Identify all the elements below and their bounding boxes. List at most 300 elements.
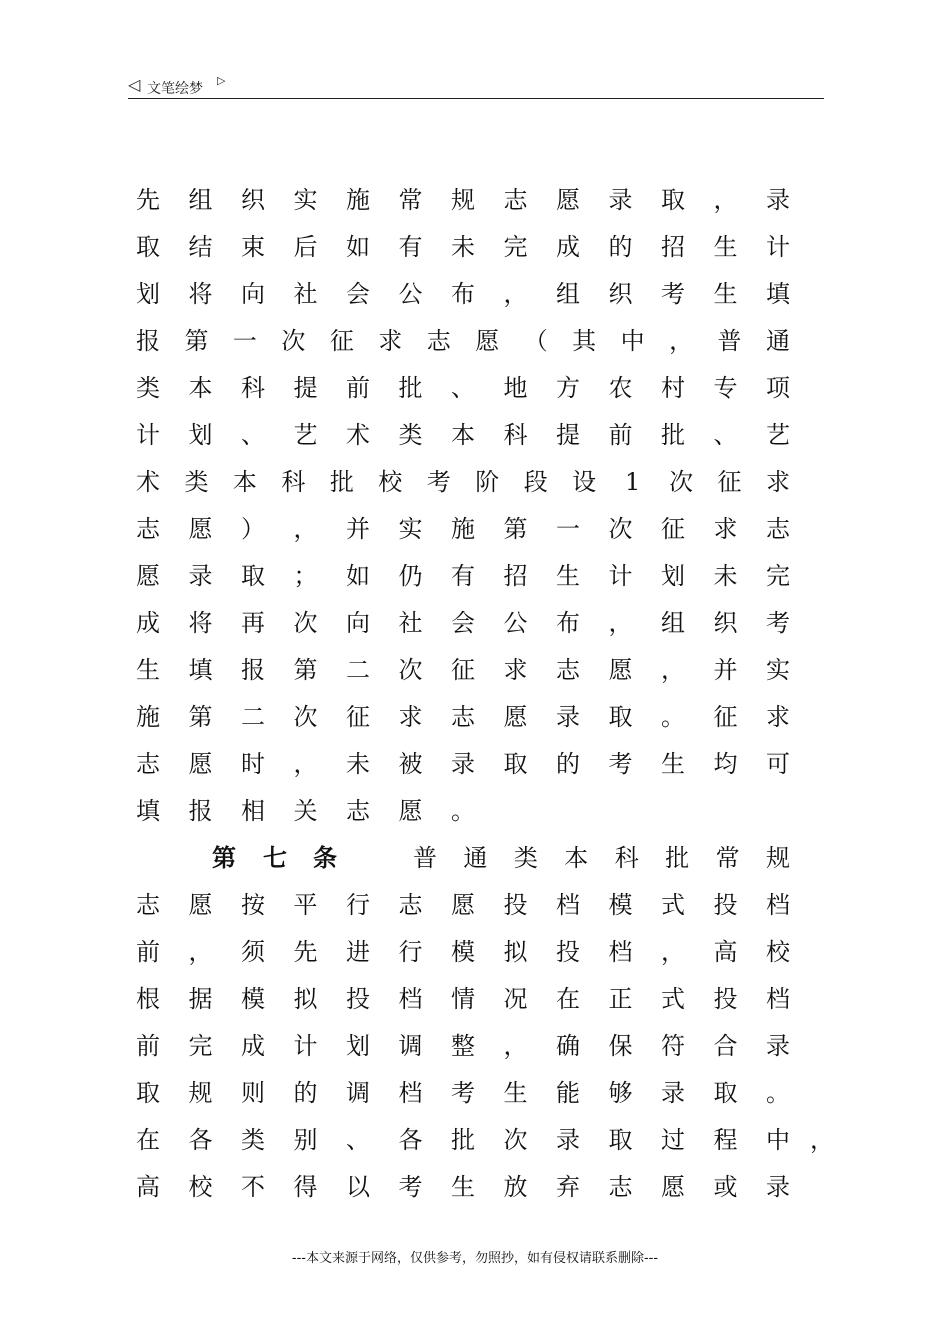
- text-char: 计: [136, 421, 160, 449]
- text-char: 均: [713, 750, 738, 778]
- text-char: 高: [136, 1173, 160, 1201]
- text-char: 征: [717, 468, 742, 496]
- text-char: 束: [241, 233, 265, 261]
- text-char: 术: [136, 468, 160, 496]
- text-char: 档: [398, 985, 423, 1013]
- text-char: 求: [766, 703, 790, 731]
- text-char: 将: [188, 280, 213, 308]
- text-char: 项: [766, 374, 790, 402]
- text-char: 划: [346, 1032, 370, 1060]
- text-char: 公: [398, 280, 423, 308]
- text-char: 报: [241, 656, 265, 684]
- text-line: [0, 796, 950, 826]
- text-char: 则: [241, 1079, 265, 1107]
- text-line: [0, 232, 950, 262]
- text-char: 批: [661, 421, 685, 449]
- text-line: [0, 702, 950, 732]
- text-char: 其: [572, 327, 597, 355]
- text-char: 类: [398, 421, 423, 449]
- text-char: 志: [136, 891, 160, 919]
- text-char: 得: [293, 1173, 318, 1201]
- text-char: 投: [346, 985, 370, 1013]
- text-char: 二: [241, 703, 265, 731]
- text-char: 中: [766, 1126, 790, 1154]
- text-char: 通: [766, 327, 790, 355]
- text-char: 次: [608, 515, 633, 543]
- text-char: 取: [608, 703, 633, 731]
- text-char: 类: [241, 1126, 265, 1154]
- text-char: 况: [503, 985, 528, 1013]
- text-char: 录: [766, 1032, 790, 1060]
- text-char: 考: [398, 1173, 423, 1201]
- text-line: [0, 1125, 950, 1155]
- text-char: ，: [293, 750, 318, 778]
- text-line: [0, 561, 950, 591]
- text-char: ，: [713, 186, 738, 214]
- text-char: 施: [136, 703, 160, 731]
- text-char: 艺: [766, 421, 790, 449]
- text-char: 划: [661, 562, 685, 590]
- right-triangle-icon: ▷: [217, 74, 226, 87]
- text-char: 求: [766, 468, 790, 496]
- text-char: 程: [713, 1126, 738, 1154]
- text-char: 根: [136, 985, 160, 1013]
- text-char: 未: [451, 233, 475, 261]
- text-char: 时: [241, 750, 265, 778]
- text-char: 高: [713, 938, 738, 966]
- text-char: 考: [766, 609, 790, 637]
- text-char: 考: [451, 1079, 475, 1107]
- text-line: [0, 279, 950, 309]
- text-char: 完: [503, 233, 528, 261]
- text-char: 模: [608, 891, 633, 919]
- text-char: 本: [451, 421, 475, 449]
- text-char: 在: [136, 1126, 160, 1154]
- text-char: 如: [346, 562, 370, 590]
- text-char: 仍: [398, 562, 423, 590]
- text-char: 将: [188, 609, 213, 637]
- text-line: [0, 1031, 950, 1061]
- text-char: 一: [556, 515, 580, 543]
- text-char: 愿: [188, 891, 213, 919]
- text-char: 、: [713, 421, 738, 449]
- text-char: 的: [608, 233, 633, 261]
- text-char: 。: [766, 1079, 790, 1107]
- text-line: [0, 1172, 950, 1202]
- text-char: 确: [556, 1032, 580, 1060]
- text-char: 类: [513, 844, 538, 872]
- text-char: 录: [661, 1079, 685, 1107]
- text-char: 保: [608, 1032, 633, 1060]
- text-char: 并: [346, 515, 370, 543]
- text-char: 本: [188, 374, 213, 402]
- text-char: 志: [766, 515, 790, 543]
- text-char: 求: [378, 327, 403, 355]
- text-char: 科: [241, 374, 265, 402]
- text-char: 求: [713, 515, 738, 543]
- text-char: 档: [556, 891, 580, 919]
- text-char: 村: [661, 374, 685, 402]
- text-char: 求: [503, 656, 528, 684]
- text-char: 以: [346, 1173, 370, 1201]
- text-line: [0, 420, 950, 450]
- text-char: 生: [713, 280, 738, 308]
- text-char: 、: [346, 1126, 370, 1154]
- text-char: 常: [398, 186, 423, 214]
- text-char: 完: [188, 1032, 213, 1060]
- text-char: 本: [564, 844, 589, 872]
- text-char: 或: [713, 1173, 738, 1201]
- text-char: 志: [608, 1173, 633, 1201]
- text-char: 批: [665, 844, 690, 872]
- text-char: 志: [136, 515, 160, 543]
- text-char: 取: [661, 186, 685, 214]
- text-char: 愿: [503, 703, 528, 731]
- text-char: 愿: [188, 750, 213, 778]
- text-char: 求: [398, 703, 423, 731]
- text-char: 弃: [556, 1173, 580, 1201]
- text-char: 生: [713, 233, 738, 261]
- text-char: 平: [293, 891, 318, 919]
- text-line: [0, 514, 950, 544]
- text-char: ，: [188, 938, 213, 966]
- text-char: 织: [608, 280, 633, 308]
- text-char: 前: [346, 374, 370, 402]
- text-char: 取: [713, 1079, 738, 1107]
- text-char: 批: [451, 1126, 475, 1154]
- text-char: ，: [608, 609, 633, 637]
- text-char: 录: [766, 1173, 790, 1201]
- text-char: 行: [346, 891, 370, 919]
- text-char: 施: [451, 515, 475, 543]
- text-char: 前: [608, 421, 633, 449]
- text-char: 实: [398, 515, 423, 543]
- text-char: 招: [661, 233, 685, 261]
- text-char: 专: [713, 374, 738, 402]
- text-line: [0, 984, 950, 1014]
- text-line: [0, 843, 950, 873]
- text-char: 通: [463, 844, 488, 872]
- text-char: 相: [241, 797, 265, 825]
- text-char: 取: [608, 1126, 633, 1154]
- text-char: 投: [556, 938, 580, 966]
- text-char: 成: [241, 1032, 265, 1060]
- text-char: 录: [451, 750, 475, 778]
- text-char: 七: [263, 844, 287, 872]
- text-char: 据: [188, 985, 213, 1013]
- text-char: 模: [451, 938, 475, 966]
- text-char: 提: [293, 374, 318, 402]
- text-char: 正: [608, 985, 633, 1013]
- text-char: 填: [188, 656, 213, 684]
- text-char: 会: [346, 280, 370, 308]
- text-char: 类: [184, 468, 209, 496]
- footer-note: ---本文来源于网络，仅供参考，勿照抄，如有侵权请联系删除---: [291, 1251, 659, 1266]
- text-char: 行: [398, 938, 423, 966]
- text-char: ，: [661, 656, 685, 684]
- text-char: 档: [398, 1079, 423, 1107]
- text-char: 先: [136, 186, 160, 214]
- text-char: 档: [608, 938, 633, 966]
- text-char: 愿: [398, 797, 423, 825]
- text-char: 布: [556, 609, 580, 637]
- text-char: 类: [136, 374, 160, 402]
- text-char: 艺: [293, 421, 318, 449]
- text-char: 第: [503, 515, 528, 543]
- text-char: 关: [293, 797, 318, 825]
- text-char: 次: [669, 468, 694, 496]
- text-char: 的: [556, 750, 580, 778]
- text-line: [0, 890, 950, 920]
- text-char: 有: [398, 233, 423, 261]
- text-char: 批: [398, 374, 423, 402]
- text-char: 计: [608, 562, 633, 590]
- text-char: 条: [313, 844, 337, 872]
- text-char: 划: [188, 421, 213, 449]
- text-char: ，: [503, 280, 528, 308]
- text-char: 本: [232, 468, 257, 496]
- text-char: 二: [346, 656, 370, 684]
- text-char: 征: [661, 515, 685, 543]
- text-char: 地: [503, 374, 528, 402]
- text-char: 中: [620, 327, 645, 355]
- text-char: 征: [329, 327, 354, 355]
- text-char: 进: [346, 938, 370, 966]
- text-char: 档: [766, 891, 790, 919]
- left-triangle-icon: ◁: [128, 75, 141, 94]
- text-char: 模: [241, 985, 265, 1013]
- text-char: ，: [661, 938, 685, 966]
- text-char: 被: [398, 750, 423, 778]
- text-char: 实: [293, 186, 318, 214]
- text-char: 志: [346, 797, 370, 825]
- text-char: ，: [669, 327, 694, 355]
- text-char: 生: [451, 1173, 475, 1201]
- text-char: 社: [293, 280, 318, 308]
- text-char: 科: [281, 468, 306, 496]
- text-char: 取: [241, 562, 265, 590]
- text-char: 织: [713, 609, 738, 637]
- text-char: 计: [766, 233, 790, 261]
- text-char: 组: [188, 186, 213, 214]
- text-char: 次: [281, 327, 306, 355]
- text-char: 愿: [475, 327, 500, 355]
- text-line: [0, 937, 950, 967]
- text-char: 第: [188, 703, 213, 731]
- text-char: 成: [556, 233, 580, 261]
- text-char: 成: [136, 609, 160, 637]
- text-char: 一: [232, 327, 257, 355]
- text-char: 在: [556, 985, 580, 1013]
- text-char: 录: [766, 186, 790, 214]
- text-char: 录: [188, 562, 213, 590]
- text-char: 科: [614, 844, 639, 872]
- text-char: 组: [661, 609, 685, 637]
- text-char: 会: [451, 609, 475, 637]
- text-char: 计: [293, 1032, 318, 1060]
- text-char: 能: [556, 1079, 580, 1107]
- text-char: 征: [451, 656, 475, 684]
- text-char: 普: [717, 327, 742, 355]
- text-char: 录: [608, 186, 633, 214]
- text-char: 调: [346, 1079, 370, 1107]
- text-char: 社: [398, 609, 423, 637]
- text-char: 再: [241, 609, 265, 637]
- text-char: 结: [188, 233, 213, 261]
- text-char: 术: [346, 421, 370, 449]
- text-char: 取: [136, 233, 160, 261]
- text-char: 志: [398, 891, 423, 919]
- text-char: 志: [426, 327, 451, 355]
- text-char: 提: [556, 421, 580, 449]
- text-char: 档: [766, 985, 790, 1013]
- text-char: 放: [503, 1173, 528, 1201]
- text-char: 考: [608, 750, 633, 778]
- text-char: 有: [451, 562, 475, 590]
- text-char: 规: [451, 186, 475, 214]
- text-char: 第: [212, 844, 236, 872]
- text-char: 未: [713, 562, 738, 590]
- text-char: 方: [556, 374, 580, 402]
- text-char: 情: [451, 985, 475, 1013]
- text-line: [0, 749, 950, 779]
- text-char: 前: [136, 938, 160, 966]
- text-char: ，: [503, 1032, 528, 1060]
- text-char: 后: [293, 233, 318, 261]
- text-char: 设: [572, 468, 597, 496]
- text-char: 批: [329, 468, 354, 496]
- text-char: 次: [293, 609, 318, 637]
- text-char: 够: [608, 1079, 633, 1107]
- text-char: 如: [346, 233, 370, 261]
- text-line: [0, 373, 950, 403]
- text-line: [0, 655, 950, 685]
- text-char: 生: [136, 656, 160, 684]
- text-char: 愿: [556, 186, 580, 214]
- text-char: ，: [810, 1126, 834, 1154]
- text-char: 、: [241, 421, 265, 449]
- text-char: ；: [293, 562, 318, 590]
- text-char: 志: [451, 703, 475, 731]
- text-char: 各: [398, 1126, 423, 1154]
- text-char: 并: [713, 656, 738, 684]
- text-char: 录: [556, 703, 580, 731]
- text-char: 投: [503, 891, 528, 919]
- text-char: 组: [556, 280, 580, 308]
- text-char: 愿: [608, 656, 633, 684]
- text-char: 招: [503, 562, 528, 590]
- text-char: 愿: [136, 562, 160, 590]
- text-char: 考: [426, 468, 451, 496]
- text-char: 取: [136, 1079, 160, 1107]
- text-char: 实: [766, 656, 790, 684]
- text-char: 第: [293, 656, 318, 684]
- text-line: [0, 185, 950, 215]
- text-char: 投: [713, 985, 738, 1013]
- text-char: 拟: [503, 938, 528, 966]
- text-char: 布: [451, 280, 475, 308]
- text-char: 愿: [661, 1173, 685, 1201]
- text-char: 整: [451, 1032, 475, 1060]
- text-char: 投: [713, 891, 738, 919]
- text-char: 向: [241, 280, 265, 308]
- text-char: 先: [293, 938, 318, 966]
- text-char: 可: [766, 750, 790, 778]
- text-char: 次: [293, 703, 318, 731]
- text-char: 施: [346, 186, 370, 214]
- text-char: 校: [378, 468, 403, 496]
- text-char: 按: [241, 891, 265, 919]
- text-char: 录: [556, 1126, 580, 1154]
- text-char: 1: [624, 468, 641, 496]
- text-char: 未: [346, 750, 370, 778]
- text-char: 校: [188, 1173, 213, 1201]
- text-char: 须: [241, 938, 265, 966]
- text-char: 考: [661, 280, 685, 308]
- text-char: 报: [136, 327, 160, 355]
- text-char: （: [523, 327, 548, 355]
- text-char: 普: [413, 844, 437, 872]
- text-char: 规: [188, 1079, 213, 1107]
- text-char: 取: [503, 750, 528, 778]
- text-char: 志: [556, 656, 580, 684]
- text-char: 志: [136, 750, 160, 778]
- text-line: [0, 608, 950, 638]
- text-char: 公: [503, 609, 528, 637]
- text-char: 前: [136, 1032, 160, 1060]
- text-char: 填: [766, 280, 790, 308]
- text-char: ）: [241, 515, 265, 543]
- text-char: 校: [766, 938, 790, 966]
- text-char: 生: [503, 1079, 528, 1107]
- text-char: 向: [346, 609, 370, 637]
- text-char: 征: [713, 703, 738, 731]
- text-char: 段: [523, 468, 548, 496]
- text-char: 第: [184, 327, 209, 355]
- text-line: [0, 326, 950, 356]
- header-brand: 文笔绘梦: [147, 81, 203, 97]
- text-char: 式: [661, 891, 685, 919]
- text-char: 规: [766, 844, 790, 872]
- text-char: 。: [451, 797, 475, 825]
- text-char: 拟: [293, 985, 318, 1013]
- text-char: 常: [715, 844, 740, 872]
- text-char: 生: [661, 750, 685, 778]
- text-char: 别: [293, 1126, 318, 1154]
- text-line: [0, 1078, 950, 1108]
- text-char: 、: [451, 374, 475, 402]
- text-char: 愿: [188, 515, 213, 543]
- text-char: 阶: [475, 468, 500, 496]
- text-char: 志: [503, 186, 528, 214]
- text-char: 。: [661, 703, 685, 731]
- text-char: 生: [556, 562, 580, 590]
- text-char: 的: [293, 1079, 318, 1107]
- text-line: [0, 467, 950, 497]
- text-char: 征: [346, 703, 370, 731]
- text-char: 科: [503, 421, 528, 449]
- text-char: 次: [398, 656, 423, 684]
- text-char: 划: [136, 280, 160, 308]
- text-char: 织: [241, 186, 265, 214]
- text-char: 次: [503, 1126, 528, 1154]
- text-char: 填: [136, 797, 160, 825]
- text-char: 愿: [451, 891, 475, 919]
- text-char: 合: [713, 1032, 738, 1060]
- text-char: 式: [661, 985, 685, 1013]
- text-char: 农: [608, 374, 633, 402]
- text-char: 过: [661, 1126, 685, 1154]
